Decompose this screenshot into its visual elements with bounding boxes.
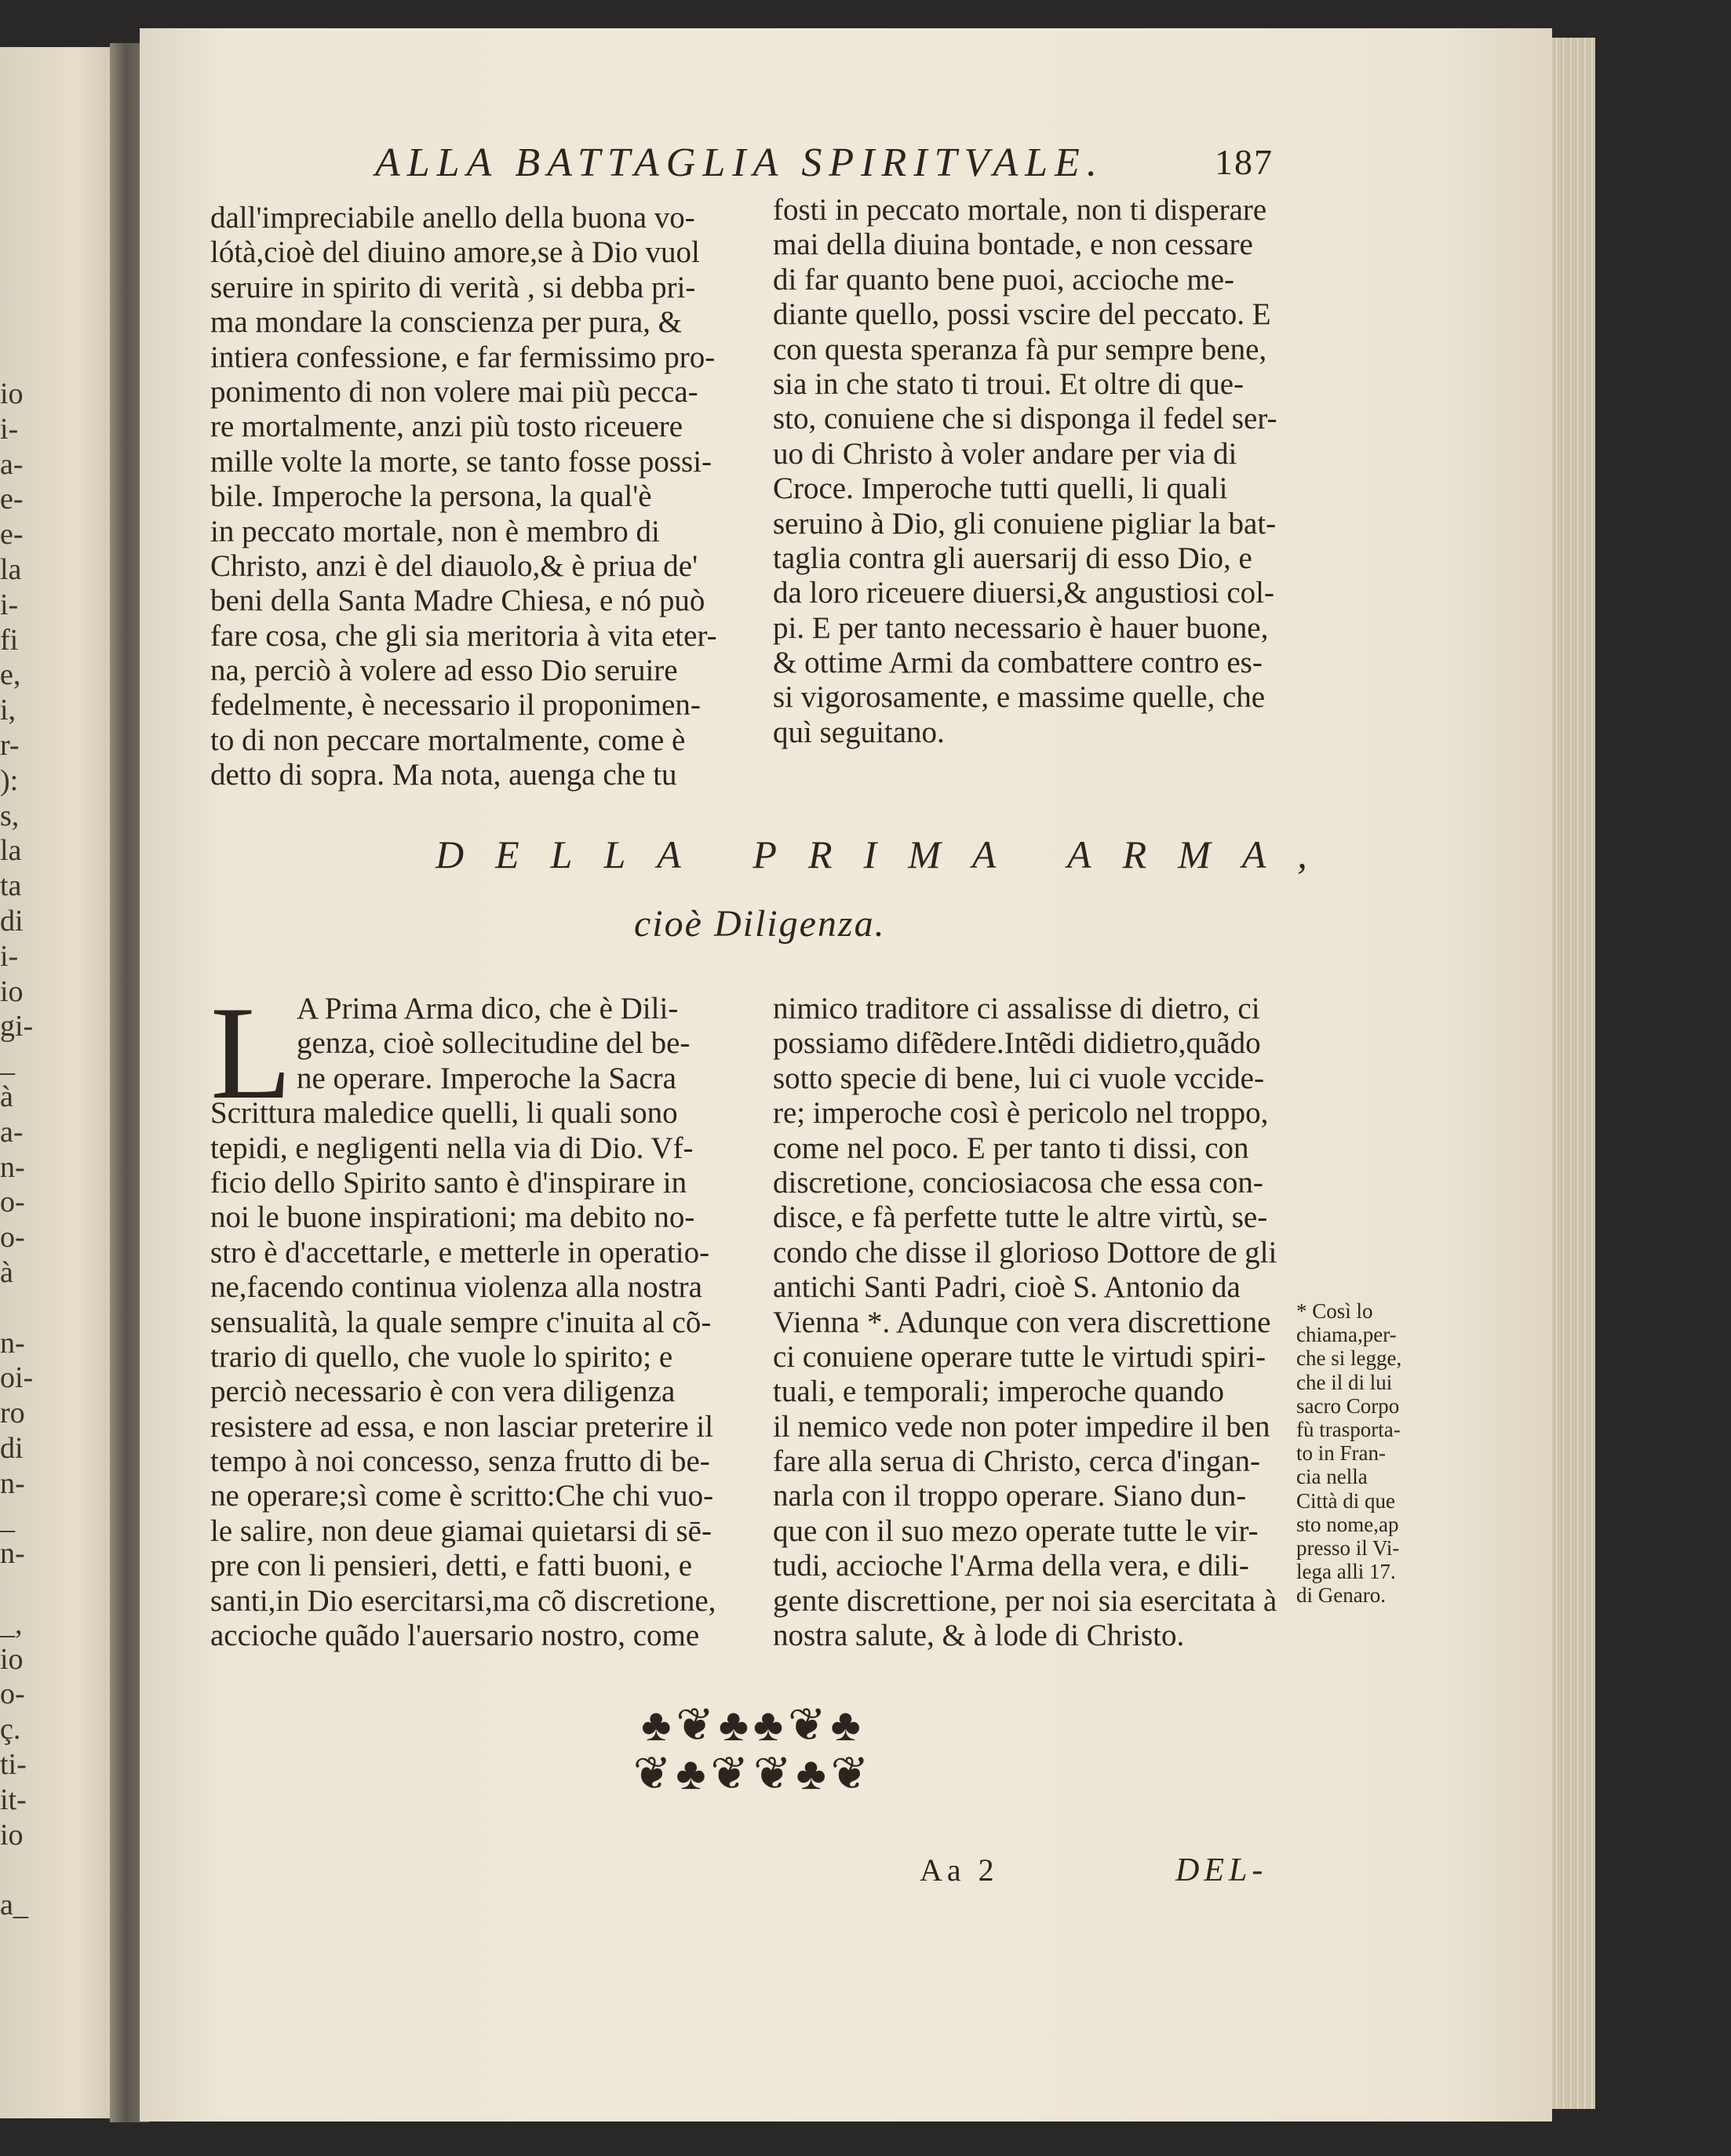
facing-page-line: la [0, 552, 22, 586]
marginal-note-line: presso il Vi- [1296, 1535, 1400, 1560]
text-line: in peccato mortale, non è membro di [210, 514, 660, 548]
facing-page-line: di [0, 904, 24, 938]
text-line: si vigorosamente, e massime quelle, che [773, 680, 1266, 715]
facing-page-line: fi [0, 623, 19, 657]
text-line: da loro riceuere diuersi,& angustiosi col- [773, 576, 1274, 610]
facing-page-line: à [0, 1255, 13, 1289]
facing-page-line: o- [0, 1221, 25, 1255]
facing-page-line: ti- [0, 1748, 27, 1782]
text-line: antichi Santi Padri, cioè S. Antonio da [773, 1270, 1241, 1305]
text-line: fosti in peccato mortale, non ti disperare [773, 193, 1267, 227]
text-line: seruino à Dio, gli conuiene pigliar la bat- [773, 506, 1277, 541]
marginal-note-line: to in Fran- [1296, 1441, 1386, 1466]
text-column-upper-left [210, 201, 752, 793]
marginal-note-line: lega alli 17. [1296, 1560, 1396, 1584]
facing-page-text-fragments [0, 377, 47, 1923]
text-line: Croce. Imperoche tutti quelli, li quali [773, 472, 1228, 506]
text-line: gente discrettione, per noi sia esercitata à [773, 1583, 1277, 1618]
text-line: perciò necessario è con vera diligenza [210, 1375, 676, 1409]
marginal-note-line: di Genaro. [1296, 1583, 1386, 1608]
facing-page-line: i- [0, 588, 19, 621]
facing-page-line: it- [0, 1783, 27, 1816]
text-line: dall'impreciabile anello della buona vo- [210, 201, 695, 235]
facing-page-line: io [0, 1818, 24, 1852]
text-line: sotto specie di bene, lui ci vuole vccide- [773, 1061, 1264, 1095]
text-line: noi le buone inspirationi; ma debito no- [210, 1200, 695, 1235]
text-line: Vienna *. Adunque con vera discrettione [773, 1305, 1271, 1339]
text-line: discretione, conciosiacosa che essa con- [773, 1165, 1263, 1200]
text-column-lower-right [773, 992, 1314, 1653]
facing-page-line: o- [0, 1677, 25, 1711]
facing-page-line [0, 1291, 47, 1326]
text-line: narla con il troppo operare. Siano dun- [773, 1479, 1247, 1513]
text-line: disce, e fà perfette tutte le altre virtù, se- [773, 1200, 1268, 1235]
text-line: stro è d'accettarle, e metterle in operatio- [210, 1235, 710, 1269]
text-line: tempo à noi concesso, senza frutto di be- [210, 1444, 710, 1479]
text-line: tuali, e temporali; imperoche quando [773, 1375, 1225, 1409]
text-line: detto di sopra. Ma nota, auenga che tu [210, 758, 677, 792]
text-line: le salire, non deue giamai quietarsi di sē- [210, 1513, 712, 1548]
text-line: pi. E per tanto necessario è hauer buone, [773, 610, 1269, 645]
facing-page-line: s, [0, 799, 20, 832]
text-line: ne operare. Imperoche la Sacra [297, 1061, 676, 1095]
text-line: intiera confessione, e far fermissimo pro- [210, 340, 716, 374]
text-line: con questa speranza fà pur sempre bene, [773, 332, 1267, 366]
facing-page-line: io [0, 1642, 24, 1676]
text-line: ne,facendo continua violenza alla nostra [210, 1270, 702, 1305]
facing-page-line: _, [0, 1607, 23, 1641]
facing-page-line: ): [0, 763, 19, 797]
page-edges [1552, 38, 1595, 2109]
section-title: DELLA PRIMA ARMA, [435, 832, 1339, 876]
facing-page-line: oi- [0, 1361, 34, 1395]
text-line: sensualità, la quale sempre c'inuita al cõ- [210, 1305, 712, 1339]
text-line: sia in che stato ti troui. Et oltre di que- [773, 366, 1244, 401]
facing-page-line: n- [0, 1466, 25, 1500]
text-line: fedelmente, è necessario il proponimen- [210, 688, 701, 723]
text-line: santi,in Dio esercitarsi,ma cõ discretione, [210, 1583, 716, 1618]
text-line: il nemico vede non poter impedire il ben [773, 1409, 1270, 1444]
text-line: Christo, anzi è del diauolo,& è priua de' [210, 548, 698, 583]
text-line: genza, cioè sollecitudine del be- [297, 1026, 691, 1061]
text-line: come nel poco. E per tanto ti dissi, con [773, 1131, 1249, 1165]
text-line: na, perciò à volere ad esso Dio seruire [210, 654, 678, 688]
text-line: ma mondare la conscienza per pura, & [210, 305, 682, 340]
facing-page-line [0, 1571, 47, 1607]
drop-cap: L [210, 979, 292, 1127]
text-line: accioche quãdo l'auersario nostro, come [210, 1619, 700, 1653]
facing-page-line: ç. [0, 1713, 21, 1746]
facing-page-line: ro [0, 1397, 25, 1430]
facing-page-line: e- [0, 518, 24, 552]
facing-page-line: di [0, 1431, 24, 1465]
signature-mark: Aa 2 [920, 1852, 999, 1888]
text-line: re mortalmente, anzi più tosto riceuere [210, 410, 683, 444]
ornament-row-bottom: ❦♣❦❦♣❦ [632, 1748, 874, 1799]
facing-page-line: n- [0, 1150, 25, 1184]
facing-page-line: à [0, 1080, 13, 1113]
facing-page-line: ta [0, 869, 22, 903]
text-line: beni della Santa Madre Chiesa, e nó può [210, 584, 705, 618]
marginal-note-line: cia nella [1296, 1465, 1368, 1489]
text-line: di far quanto bene puoi, accioche me- [773, 262, 1234, 297]
facing-page-line: i- [0, 939, 19, 973]
text-line: re; imperoche così è pericolo nel troppo, [773, 1096, 1269, 1131]
marginal-note-line: * Così lo [1296, 1299, 1373, 1323]
catchword: DEL- [1175, 1852, 1268, 1888]
facing-page-line: o- [0, 1185, 25, 1219]
text-line: pre con li pensieri, detti, e fatti buoni, e [210, 1549, 693, 1583]
marginal-note-line: sto nome,ap [1296, 1512, 1399, 1536]
text-line: trario di quello, che vuole lo spirito; e [210, 1339, 673, 1374]
facing-page-line: io [0, 377, 24, 410]
text-line: ne operare;sì come è scritto:Che chi vuo- [210, 1479, 714, 1513]
text-line: ficio dello Spirito santo è d'inspirare in [210, 1165, 687, 1200]
ornament-row-top: ♣❦♣♣❦♣ [641, 1699, 866, 1750]
facing-page-line: n- [0, 1537, 25, 1571]
facing-page-line: gi- [0, 1010, 34, 1043]
marginal-note-line: che si legge, [1296, 1346, 1402, 1371]
text-line: que con il suo mezo operate tutte le vir- [773, 1513, 1259, 1548]
text-line: taglia contra gli auersarij di esso Dio, e [773, 541, 1252, 575]
text-line: bile. Imperoche la persona, la qual'è [210, 479, 652, 514]
facing-page-line: _ [0, 1502, 15, 1535]
facing-page-line: i- [0, 412, 19, 446]
text-line: fare cosa, che gli sia meritoria à vita eter- [210, 618, 717, 653]
marginal-note-line: chiama,per- [1296, 1323, 1397, 1347]
marginal-note [1296, 1299, 1453, 1607]
text-line: nimico traditore ci assalisse di dietro, ci [773, 992, 1260, 1025]
facing-page-line: n- [0, 1326, 25, 1360]
facing-page-line: e, [0, 658, 21, 692]
facing-page-line: a- [0, 447, 24, 481]
printers-ornament [589, 1701, 918, 1798]
text-line: to di non peccare mortalmente, come è [210, 723, 686, 757]
marginal-note-line: che il di lui [1296, 1370, 1393, 1394]
text-line: nostra salute, & à lode di Christo. [773, 1619, 1185, 1653]
facing-page-line [0, 1852, 47, 1888]
marginal-note-line: fù trasporta- [1296, 1417, 1401, 1441]
text-line: tudi, accioche l'Arma della vera, e dili- [773, 1549, 1249, 1583]
facing-page-line: la [0, 834, 22, 868]
text-line: sto, conuiene che si disponga il fedel ser- [773, 402, 1277, 436]
section-subtitle: cioè Diligenza. [634, 903, 886, 945]
text-line: A Prima Arma dico, che è Dili- [297, 992, 679, 1025]
facing-page-line: _ [0, 1045, 15, 1079]
facing-page-line: e- [0, 483, 24, 516]
text-line: uo di Christo à voler andare per via di [773, 436, 1237, 471]
text-line: mille volte la morte, se tanto fosse possi- [210, 444, 712, 479]
text-line: possiamo difẽdere.Intẽdi didietro,quãdo [773, 1026, 1261, 1061]
text-column-lower-left [210, 979, 752, 1653]
text-line: lótà,cioè del diuino amore,se à Dio vuol [210, 235, 700, 270]
marginal-note-line: Città di que [1296, 1488, 1395, 1513]
facing-page-line: a_ [0, 1888, 28, 1922]
text-line: quì seguitano. [773, 715, 945, 749]
text-line: ponimento di non volere mai più pecca- [210, 374, 698, 409]
text-line: ci conuiene operare tutte le virtudi spiri- [773, 1339, 1266, 1374]
facing-page-line: a- [0, 1115, 24, 1149]
page-number: 187 [1215, 142, 1274, 182]
text-line: Scrittura maledice quelli, li quali sono [210, 1096, 678, 1131]
marginal-note-line: sacro Corpo [1296, 1393, 1400, 1418]
text-line: diante quello, possi vscire del peccato. E [773, 297, 1271, 332]
text-column-upper-right [773, 193, 1314, 750]
text-line: tepidi, e negligenti nella via di Dio. Vf- [210, 1131, 694, 1165]
facing-page-line: i, [0, 694, 16, 727]
text-line: condo che disse il glorioso Dottore de gli [773, 1235, 1277, 1269]
text-line: seruire in spirito di verità , si debba pri- [210, 270, 696, 304]
facing-page-line: r- [0, 728, 20, 762]
running-head: ALLA BATTAGLIA SPIRITVALE. [375, 140, 1104, 185]
facing-page-line: io [0, 974, 24, 1008]
text-line: & ottime Armi da combattere contro es- [773, 646, 1263, 680]
text-line: mai della diuina bontade, e non cessare [773, 228, 1253, 262]
text-line: resistere ad essa, e non lasciar preterire il [210, 1409, 714, 1444]
text-line: fare alla serua di Christo, cerca d'ingan- [773, 1444, 1260, 1479]
